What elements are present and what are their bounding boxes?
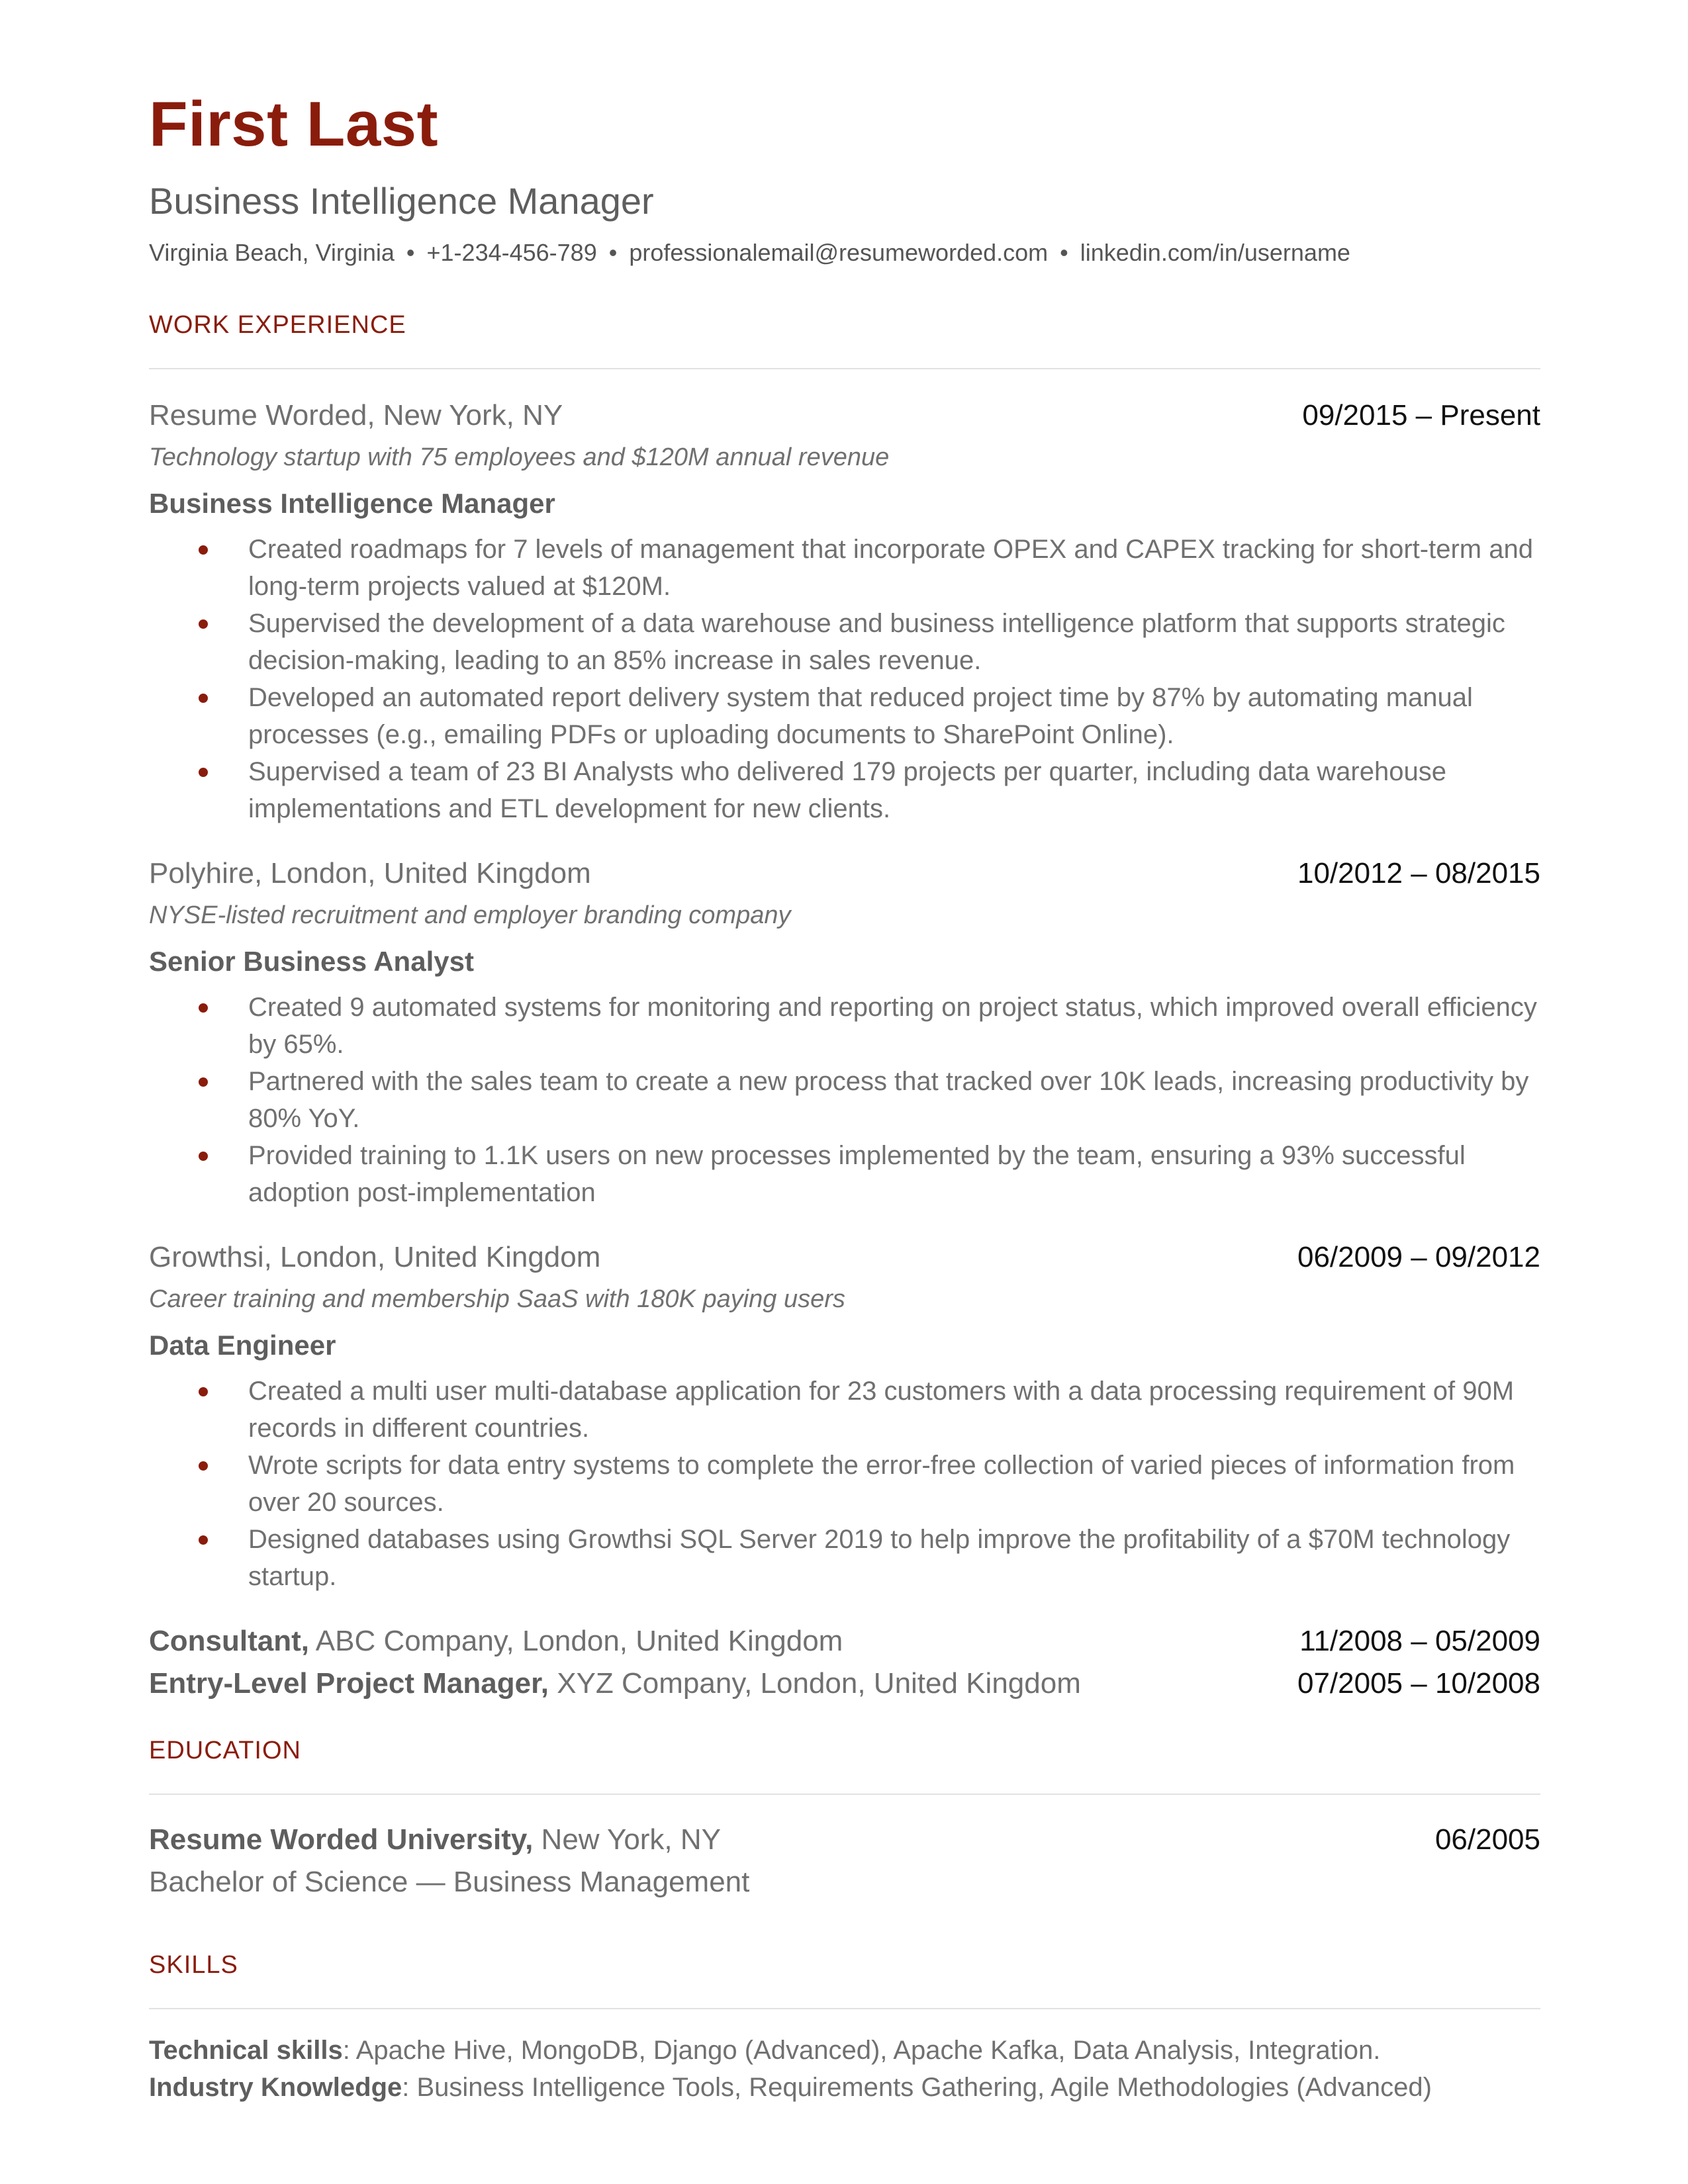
skill-value: : Business Intelligence Tools, Requirements Gathering, Agile Methodologies (Advanced): [402, 2073, 1432, 2102]
bullet-text: Provided training to 1.1K users on new processes implemented by the team, ensuring a 93% successful adoption post-implementation: [248, 1141, 1466, 1207]
job-description: Technology startup with 75 employees and $120M annual revenue: [149, 443, 890, 471]
bullet-text: Designed databases using Growthsi SQL Server 2019 to help improve the profitability of a $70M technology startup.: [248, 1525, 1511, 1591]
work-experience-heading: WORK EXPERIENCE: [149, 311, 406, 339]
section-divider: [149, 2008, 1540, 2009]
job-description: Career training and membership SaaS with 180K paying users: [149, 1285, 845, 1313]
contact-separator: •: [608, 239, 618, 266]
education-heading: EDUCATION: [149, 1737, 301, 1764]
bullet-text: Created 9 automated systems for monitoring and reporting on project status, which improved overall efficiency by 65%.: [248, 993, 1537, 1059]
bullet-dot-icon: [199, 1387, 208, 1396]
contact-line: [149, 241, 1540, 265]
education-entry: [149, 1825, 1540, 1854]
bullet-item: [149, 605, 1540, 679]
section-divider: [149, 368, 1540, 369]
contact-separator: •: [406, 239, 415, 266]
short-job-date: 07/2005 – 10/2008: [1297, 1667, 1540, 1700]
job-date: 06/2009 – 09/2012: [1297, 1241, 1540, 1273]
bullet-dot-icon: [199, 1077, 208, 1087]
bullet-text: Wrote scripts for data entry systems to complete the error-free collection of varied pieces of information from over 20 sources.: [248, 1451, 1515, 1517]
short-job-company: XYZ Company, London, United Kingdom: [549, 1667, 1081, 1700]
bullet-dot-icon: [199, 545, 208, 555]
job-bullets: [149, 531, 1540, 827]
bullet-item: [149, 989, 1540, 1063]
bullet-item: [149, 679, 1540, 753]
bullet-dot-icon: [199, 1461, 208, 1471]
bullet-dot-icon: [199, 1003, 208, 1013]
skills-list: [149, 2032, 1540, 2106]
education-location: New York, NY: [533, 1823, 722, 1856]
contact-phone: +1-234-456-789: [426, 239, 597, 266]
bullet-item: [149, 1063, 1540, 1137]
bullet-item: [149, 1447, 1540, 1521]
job-bullets: [149, 989, 1540, 1211]
education-school: Resume Worded University,: [149, 1823, 534, 1856]
bullet-dot-icon: [199, 1152, 208, 1161]
job-date: 10/2012 – 08/2015: [1297, 857, 1540, 889]
job-date: 09/2015 – Present: [1302, 399, 1540, 432]
job-role: Business Intelligence Manager: [149, 488, 555, 519]
bullet-item: [149, 1373, 1540, 1447]
bullet-item: [149, 1137, 1540, 1211]
bullet-text: Supervised a team of 23 BI Analysts who delivered 179 projects per quarter, including data warehouse implementations and ETL development for new clients.: [248, 757, 1446, 823]
job-company: Growthsi, London, United Kingdom: [149, 1241, 601, 1273]
skill-label: Industry Knowledge: [149, 2073, 402, 2102]
candidate-name: First Last: [149, 89, 439, 159]
bullet-item: [149, 1521, 1540, 1595]
skill-label: Technical skills: [149, 2036, 343, 2065]
job-company: Polyhire, London, United Kingdom: [149, 857, 591, 889]
contact-email[interactable]: professionalemail@resumeworded.com: [629, 239, 1049, 266]
education-date: 06/2005: [1434, 1823, 1540, 1856]
job-entry: [149, 1243, 1540, 1595]
job-entry: [149, 401, 1540, 827]
bullet-dot-icon: [199, 1535, 208, 1545]
bullet-dot-icon: [199, 694, 208, 703]
short-job-date: 11/2008 – 05/2009: [1299, 1625, 1540, 1657]
short-job-role: Entry-Level Project Manager,: [149, 1667, 549, 1700]
bullet-text: Created roadmaps for 7 levels of management that incorporate OPEX and CAPEX tracking for short-term and long-term projects valued at $120M.: [248, 535, 1533, 601]
job-company: Resume Worded, New York, NY: [149, 399, 563, 432]
job-role: Data Engineer: [149, 1330, 336, 1361]
short-job-entry: [149, 1627, 1540, 1656]
bullet-dot-icon: [199, 619, 208, 629]
short-job-company: ABC Company, London, United Kingdom: [308, 1625, 843, 1657]
bullet-text: Created a multi user multi-database application for 23 customers with a data processing requirement of 90M records in different countries.: [248, 1377, 1515, 1443]
contact-separator: •: [1060, 239, 1068, 266]
contact-location: Virginia Beach, Virginia: [149, 239, 395, 266]
skills-heading: SKILLS: [149, 1951, 238, 1979]
education-degree: Bachelor of Science — Business Management: [149, 1866, 750, 1898]
skill-line: [149, 2032, 1540, 2069]
job-bullets: [149, 1373, 1540, 1595]
candidate-title: Business Intelligence Manager: [149, 180, 654, 222]
short-jobs: [149, 1627, 1540, 1698]
section-divider: [149, 1794, 1540, 1795]
bullet-item: [149, 753, 1540, 827]
bullet-text: Partnered with the sales team to create a new process that tracked over 10K leads, increasing productivity by 80% YoY.: [248, 1067, 1529, 1133]
job-description: NYSE-listed recruitment and employer branding company: [149, 901, 791, 929]
contact-linkedin[interactable]: linkedin.com/in/username: [1080, 239, 1350, 266]
bullet-item: [149, 531, 1540, 605]
skill-value: : Apache Hive, MongoDB, Django (Advanced), Apache Kafka, Data Analysis, Integration.: [342, 2036, 1381, 2065]
job-role: Senior Business Analyst: [149, 946, 474, 977]
skill-line: [149, 2069, 1540, 2106]
short-job-role: Consultant,: [149, 1625, 309, 1657]
bullet-text: Supervised the development of a data warehouse and business intelligence platform that supports strategic decision-making, leading to an 85% increase in sales revenue.: [248, 609, 1505, 675]
short-job-entry: [149, 1669, 1540, 1698]
bullet-dot-icon: [199, 768, 208, 777]
bullet-text: Developed an automated report delivery system that reduced project time by 87% by automating manual processes (e.g., emailing PDFs or uploading documents to SharePoint Online).: [248, 683, 1473, 749]
job-entry: [149, 859, 1540, 1211]
